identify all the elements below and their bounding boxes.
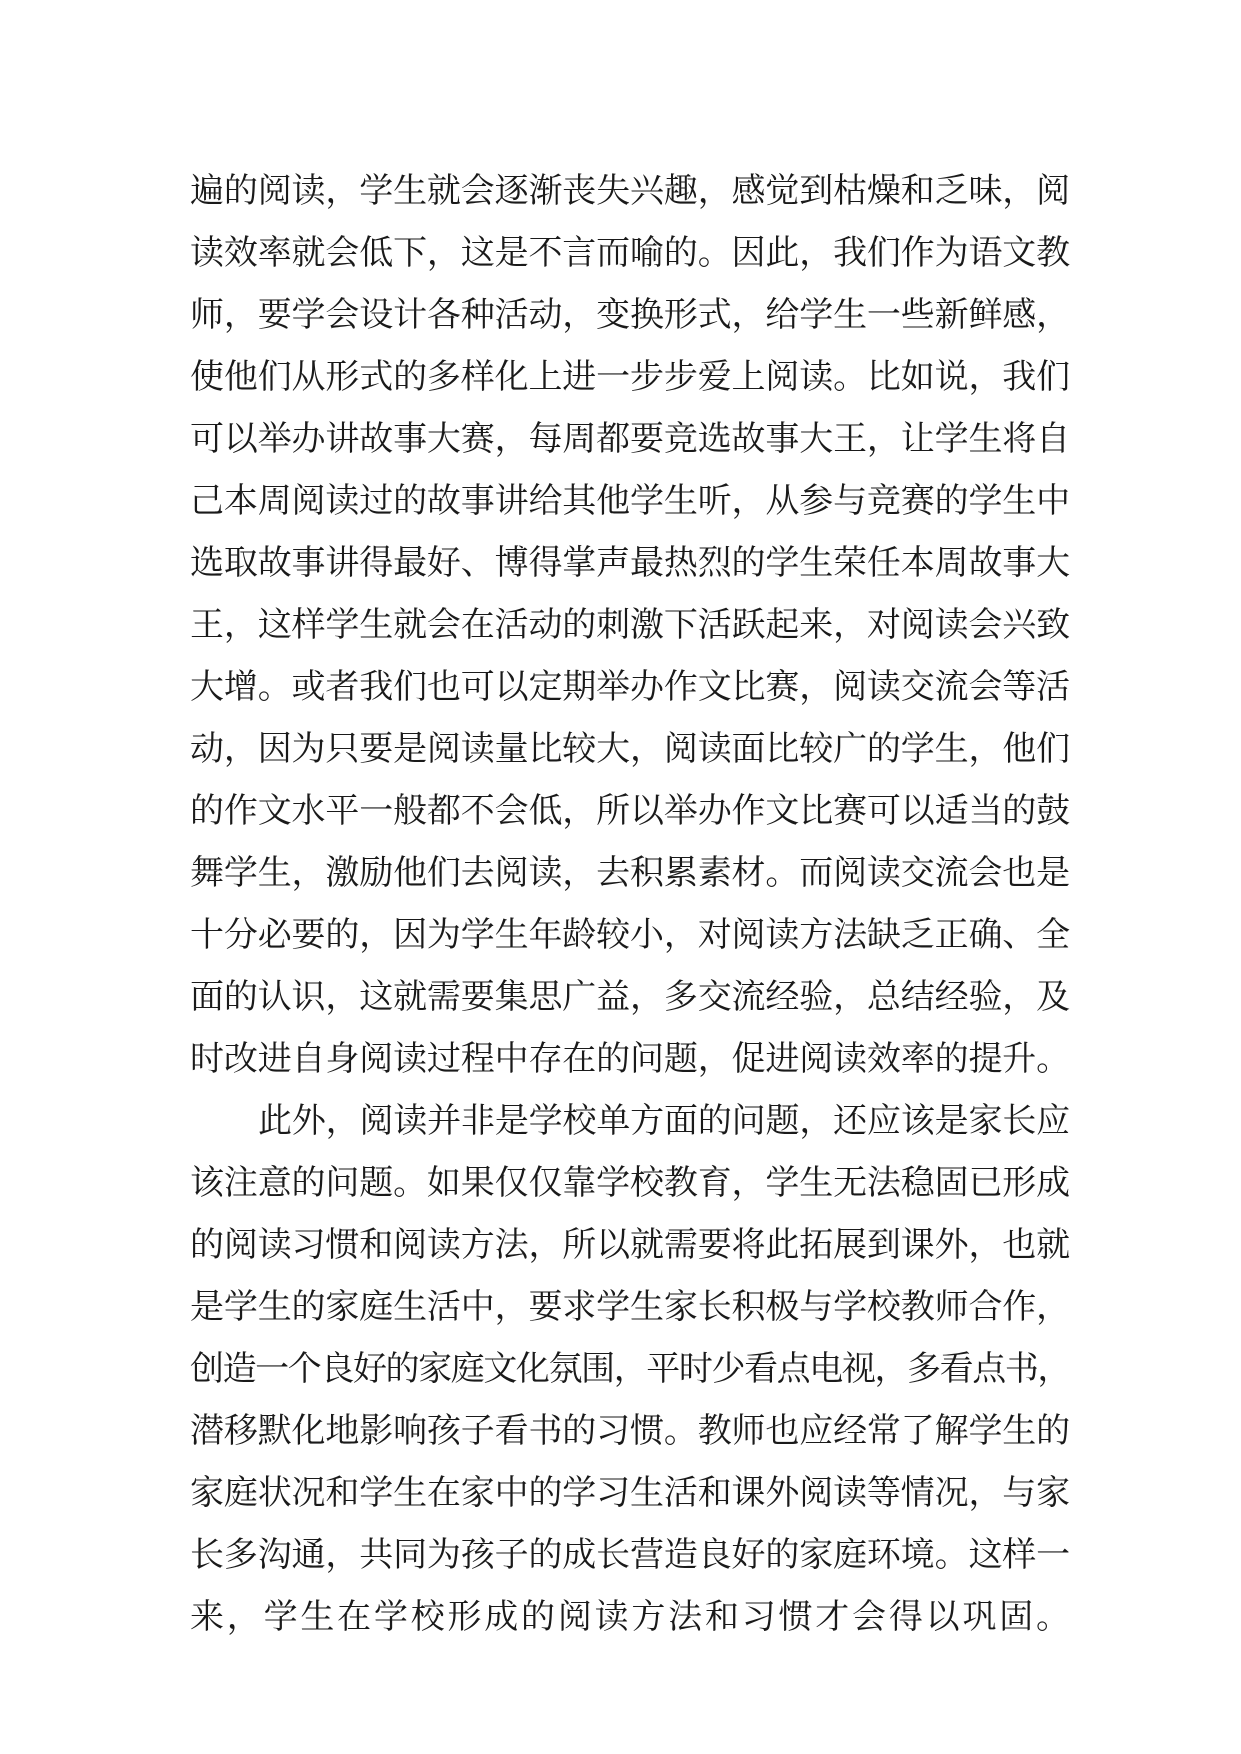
text-line: 读效率就会低下，这是不言而喻的。因此，我们作为语文教 bbox=[190, 233, 1070, 273]
text-line: 王，这样学生就会在活动的刺激下活跃起来，对阅读会兴致 bbox=[190, 605, 1070, 645]
text-line: 面的认识，这就需要集思广益，多交流经验，总结经验，及 bbox=[190, 977, 1070, 1017]
text-line: 家庭状况和学生在家中的学习生活和课外阅读等情况，与家 bbox=[190, 1473, 1070, 1513]
text-line: 十分必要的，因为学生年龄较小，对阅读方法缺乏正确、全 bbox=[190, 915, 1070, 955]
text-line: 是学生的家庭生活中，要求学生家长积极与学校教师合作， bbox=[190, 1287, 1070, 1327]
text-line: 选取故事讲得最好、博得掌声最热烈的学生荣任本周故事大 bbox=[190, 543, 1070, 583]
text-line: 时改进自身阅读过程中存在的问题，促进阅读效率的提升。 bbox=[190, 1039, 1070, 1079]
text-line: 可以举办讲故事大赛，每周都要竞选故事大王，让学生将自 bbox=[190, 419, 1070, 459]
text-line: 己本周阅读过的故事讲给其他学生听，从参与竞赛的学生中 bbox=[190, 481, 1070, 521]
text-line: 的阅读习惯和阅读方法，所以就需要将此拓展到课外，也就 bbox=[190, 1225, 1070, 1265]
paragraph-last-line: 来，学生在学校形成的阅读方法和习惯才会得以巩固。 bbox=[190, 1597, 1073, 1637]
text-line: 长多沟通，共同为孩子的成长营造良好的家庭环境。这样一 bbox=[190, 1535, 1070, 1575]
body-text bbox=[190, 160, 1073, 1648]
text-line: 使他们从形式的多样化上进一步步爱上阅读。比如说，我们 bbox=[190, 357, 1070, 397]
text-line: 创造一个良好的家庭文化氛围，平时少看点电视，多看点书， bbox=[190, 1349, 1070, 1389]
text-line: 动，因为只要是阅读量比较大，阅读面比较广的学生，他们 bbox=[190, 729, 1070, 769]
text-line: 的作文水平一般都不会低，所以举办作文比赛可以适当的鼓 bbox=[190, 791, 1070, 831]
text-line: 师，要学会设计各种活动，变换形式，给学生一些新鲜感， bbox=[190, 295, 1070, 335]
text-line: 遍的阅读，学生就会逐渐丧失兴趣，感觉到枯燥和乏味，阅 bbox=[190, 171, 1070, 211]
text-line: 舞学生，激励他们去阅读，去积累素材。而阅读交流会也是 bbox=[190, 853, 1070, 893]
text-line: 大增。或者我们也可以定期举办作文比赛，阅读交流会等活 bbox=[190, 667, 1070, 707]
text-line: 潜移默化地影响孩子看书的习惯。教师也应经常了解学生的 bbox=[190, 1411, 1070, 1451]
paragraph-first-line: 此外，阅读并非是学校单方面的问题，还应该是家长应 bbox=[258, 1101, 1070, 1141]
text-line: 该注意的问题。如果仅仅靠学校教育，学生无法稳固已形成 bbox=[190, 1163, 1070, 1203]
